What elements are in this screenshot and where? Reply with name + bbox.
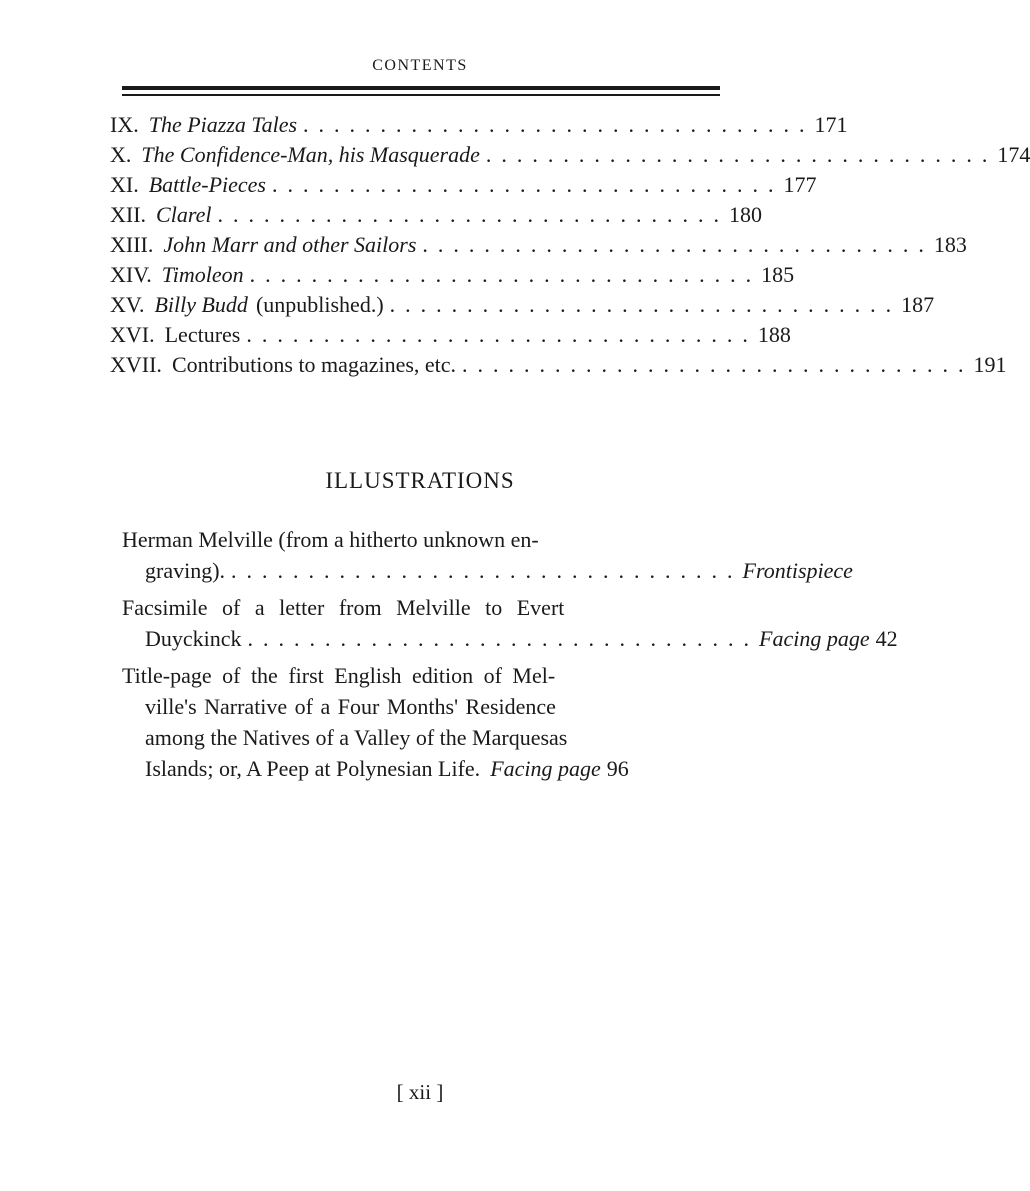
page-number: 187 <box>901 292 935 317</box>
chapter-number: IX. <box>110 112 139 137</box>
illustration-caption-last-line <box>122 555 853 586</box>
leader-dots: ................................. <box>247 626 760 651</box>
illustration-caption-line: among the Natives of a Valley of the Marquesas <box>145 725 568 750</box>
leader-dots: ................................. <box>389 292 902 317</box>
page-number: 171 <box>814 112 848 137</box>
chapter-number: XII. <box>110 202 147 227</box>
contents-entry <box>110 260 795 290</box>
chapter-number: XI. <box>110 172 139 197</box>
illustration-caption-last-line <box>122 753 714 784</box>
chapter-title: Billy Budd <box>154 292 248 317</box>
illustration-caption-end: Duyckinck <box>145 626 242 651</box>
header-rule-thin <box>122 94 720 96</box>
chapter-number: X. <box>110 142 132 167</box>
illustration-location: Frontispiece <box>742 558 853 583</box>
illustrations-list <box>122 524 898 790</box>
illustration-page-number: 42 <box>875 626 898 651</box>
contents-entry <box>110 230 967 260</box>
chapter-title: Clarel <box>156 202 212 227</box>
illustration-entry <box>122 660 714 784</box>
chapter-number: XVI. <box>110 322 155 347</box>
contents-entry <box>110 170 817 200</box>
contents-entry <box>110 320 791 350</box>
chapter-number: XV. <box>110 292 145 317</box>
header-rule-thick <box>122 86 720 90</box>
leader-dots: ................................. <box>231 558 743 583</box>
illustration-caption-line: Herman Melville (from a hitherto unknown en- <box>122 527 539 552</box>
leader-dots: ................................. <box>217 202 729 227</box>
contents-entry <box>110 110 848 140</box>
page-folio: [ xii ] <box>396 1080 444 1104</box>
chapter-title: Timoleon <box>161 262 244 287</box>
chapter-title: Battle-Pieces <box>148 172 266 197</box>
chapter-title-note: (unpublished.) <box>255 292 384 317</box>
contents-list <box>110 110 1030 380</box>
chapter-title: Lectures <box>164 322 241 347</box>
chapter-number: XIII. <box>110 232 154 257</box>
illustration-caption-line: ville's Narrative of a Four Months' Residence <box>145 694 556 719</box>
chapter-title: The Confidence-Man, his Masquerade <box>141 142 480 167</box>
running-head: CONTENTS <box>372 57 468 74</box>
page-number: 180 <box>728 202 762 227</box>
page-number: 177 <box>783 172 817 197</box>
leader-dots: ................................. <box>303 112 815 137</box>
leader-dots: ................................. <box>246 322 758 347</box>
illustration-location: Facing page <box>490 756 601 781</box>
illustration-caption-line: Title-page of the first English edition of Mel- <box>122 663 556 688</box>
illustration-entry <box>122 524 853 586</box>
chapter-title: The Piazza Tales <box>148 112 298 137</box>
chapter-number: XVII. <box>110 352 162 377</box>
page-number: 174 <box>997 142 1030 167</box>
leader-dots: ................................. <box>272 172 784 197</box>
contents-entry <box>110 200 762 230</box>
page-number: 188 <box>757 322 791 347</box>
contents-entry <box>110 350 1007 380</box>
page-number: 183 <box>933 232 967 257</box>
illustration-caption-end: Islands; or, A Peep at Polynesian Life. <box>145 756 481 781</box>
illustration-location: Facing page <box>759 626 870 651</box>
chapter-title: John Marr and other Sailors <box>163 232 417 257</box>
leader-dots: ................................. <box>422 232 934 257</box>
leader-dots: ................................. <box>485 142 998 167</box>
leader-dots: ................................. <box>249 262 762 287</box>
illustrations-heading: ILLUSTRATIONS <box>325 468 515 493</box>
illustration-caption-end: graving). <box>145 558 226 583</box>
illustration-caption-line: Facsimile of a letter from Melville to Evert <box>122 595 565 620</box>
chapter-number: XIV. <box>110 262 152 287</box>
illustration-page-number: 96 <box>606 756 629 781</box>
contents-entry <box>110 290 935 320</box>
leader-dots: ................................. <box>462 352 974 377</box>
page-number: 191 <box>973 352 1007 377</box>
illustration-caption-last-line <box>122 623 898 654</box>
page-number: 185 <box>761 262 795 287</box>
chapter-title: Contributions to magazines, etc. <box>171 352 457 377</box>
contents-entry <box>110 140 1030 170</box>
illustration-entry <box>122 592 898 654</box>
